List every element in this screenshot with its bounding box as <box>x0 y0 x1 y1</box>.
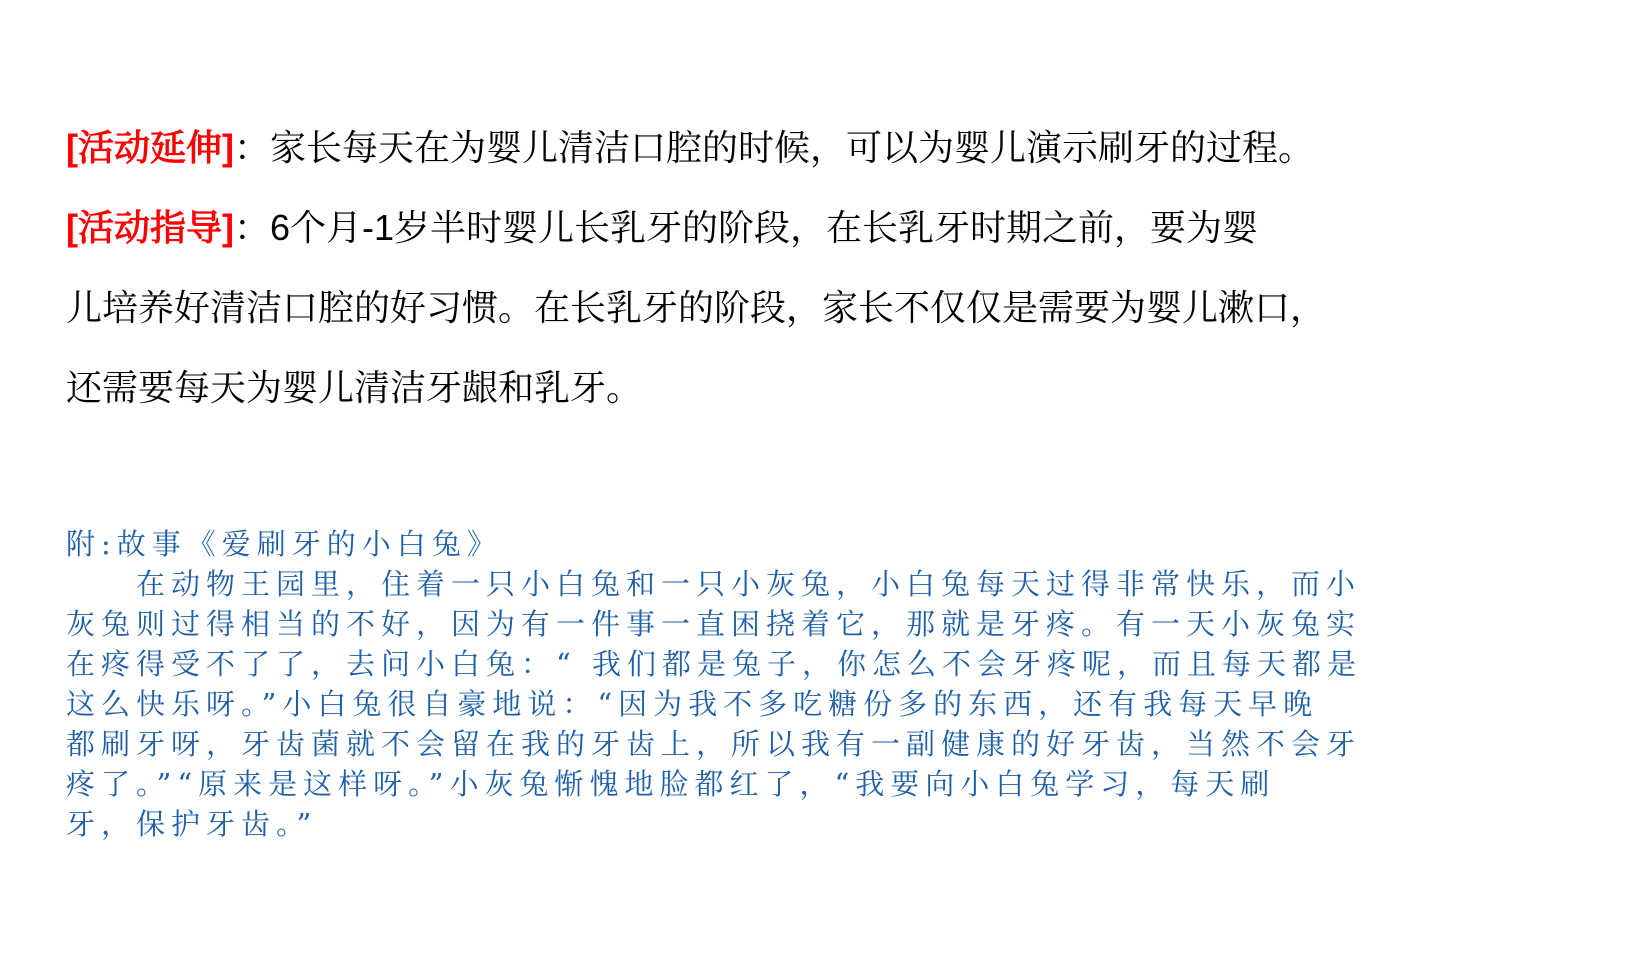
story-line: 牙，保护牙齿。” <box>66 807 318 841</box>
activity-guidance-text-1: ：6个月-1岁半时婴儿长乳牙的阶段，在长乳牙时期之前，要为婴 <box>233 207 1259 248</box>
activity-extension-line <box>66 108 1516 188</box>
story-line: 在疼得受不了了，去问小白兔：“ 我们都是兔子，你怎么不会牙疼呢，而且每天都是 <box>66 647 1363 681</box>
story-line: 都刷牙呀，牙齿菌就不会留在我的牙齿上，所以我有一副健康的好牙齿，当然不会牙 <box>66 727 1362 761</box>
activity-guidance-text-2: 儿培养好清洁口腔的好习惯。在长乳牙的阶段，家长不仅仅是需要为婴儿漱口， <box>66 287 1327 328</box>
activity-guidance-text-3: 还需要每天为婴儿清洁牙龈和乳牙。 <box>66 367 643 408</box>
activity-extension-label: [活动延伸] <box>66 127 234 168</box>
story-line: 疼了。”“原来是这样呀。”小灰兔惭愧地脸都红了，“我要向小白兔学习，每天刷 <box>66 767 1276 801</box>
activity-guidance-line-3 <box>66 348 1516 428</box>
activity-guidance-label: [活动指导] <box>66 207 234 248</box>
activity-guidance-line-2 <box>66 268 1516 348</box>
story-section <box>66 524 1516 844</box>
activity-section <box>66 108 1516 428</box>
story-line: 灰兔则过得相当的不好，因为有一件事一直困挠着它，那就是牙疼。有一天小灰兔实 <box>66 607 1362 641</box>
story-line: 这么快乐呀。”小白兔很自豪地说：“因为我不多吃糖份多的东西，还有我每天早晚 <box>66 687 1319 721</box>
activity-guidance-line-1 <box>66 188 1516 268</box>
story-line: 在动物王园里，住着一只小白兔和一只小灰兔，小白兔每天过得非常快乐，而小 <box>66 567 1362 601</box>
activity-extension-text: ：家长每天在为婴儿清洁口腔的时候，可以为婴儿演示刷牙的过程。 <box>233 127 1314 168</box>
story-title: 附:故事《爱刷牙的小白兔》 <box>66 527 502 561</box>
